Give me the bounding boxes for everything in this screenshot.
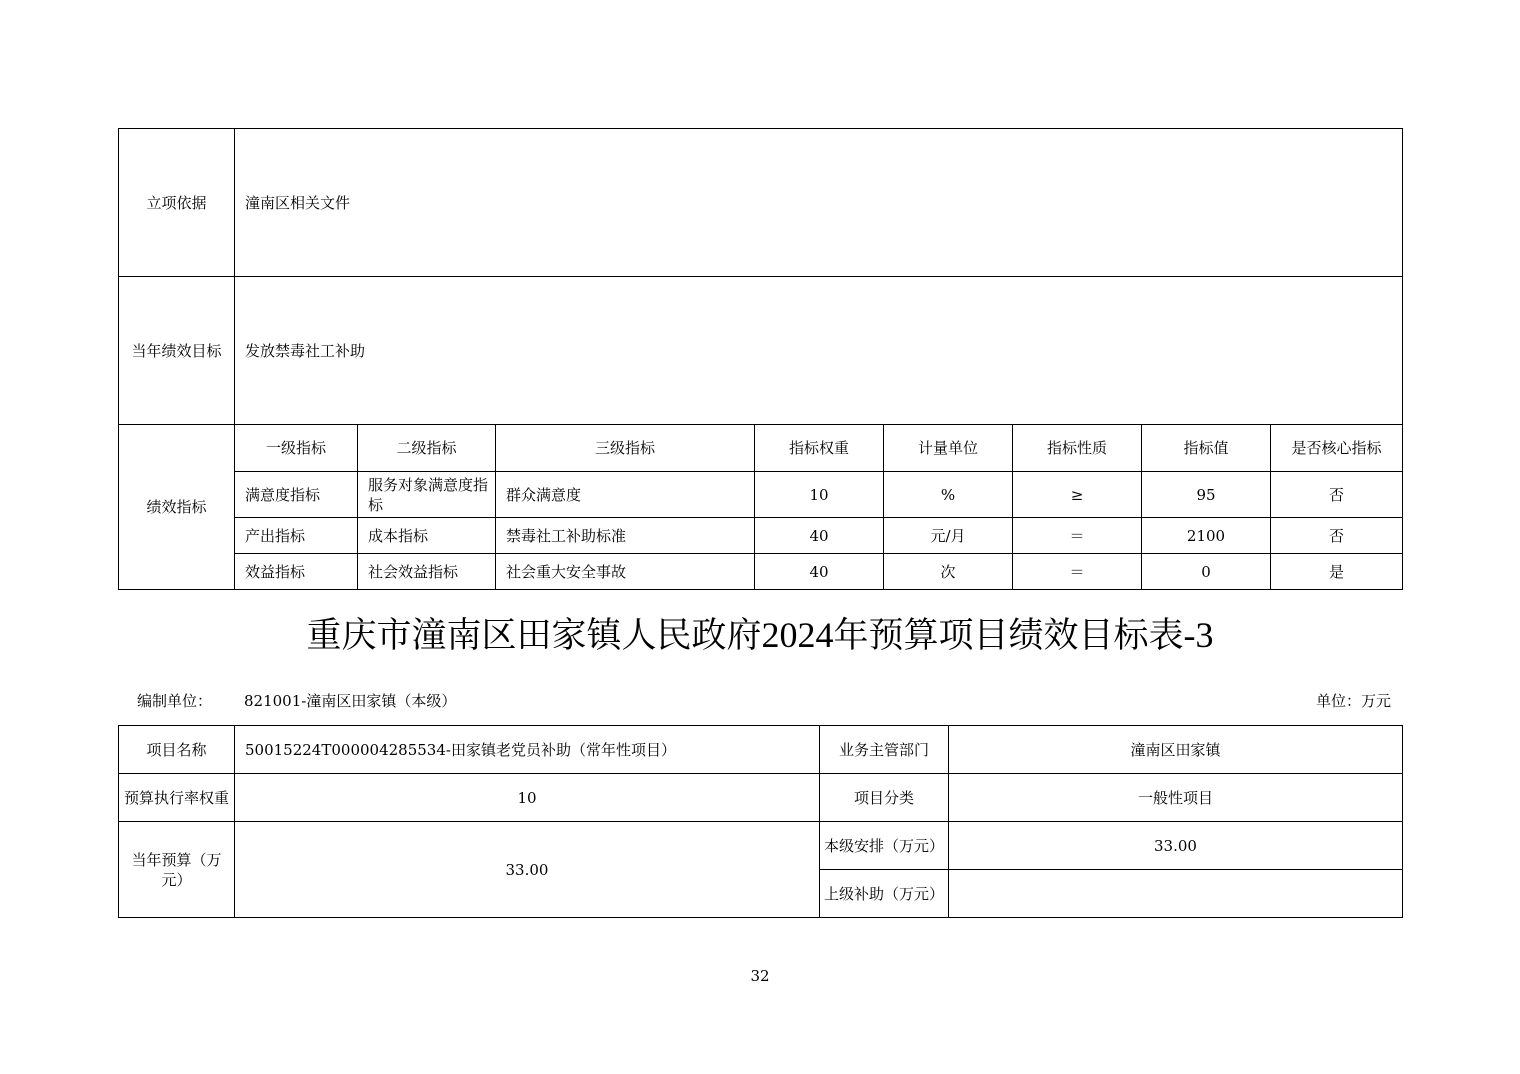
table-cell: 否 (1271, 518, 1403, 554)
title-year: 2024 (761, 615, 834, 655)
table-cell: ＝ (1013, 518, 1142, 554)
project-name-label: 项目名称 (119, 726, 235, 774)
table-cell: 2100 (1142, 518, 1271, 554)
perf-label: 绩效指标 (119, 425, 235, 590)
table-cell: 否 (1271, 472, 1403, 518)
performance-goal-table (118, 128, 1403, 590)
table-row (119, 554, 1403, 590)
table-cell: 0 (1142, 554, 1271, 590)
header-cell: 是否核心指标 (1271, 425, 1403, 472)
table-cell: 群众满意度 (496, 472, 755, 518)
table-cell: 40 (755, 518, 884, 554)
header-cell: 计量单位 (884, 425, 1013, 472)
header-cell: 二级指标 (358, 425, 496, 472)
header-cell: 指标值 (1142, 425, 1271, 472)
unit-label: 编制单位： (137, 692, 213, 710)
local-label: 本级安排（万元） (820, 822, 949, 870)
header-cell: 一级指标 (235, 425, 358, 472)
table-cell: 效益指标 (235, 554, 358, 590)
basis-value: 潼南区相关文件 (235, 129, 1403, 277)
table-cell: ＝ (1013, 554, 1142, 590)
table-cell: 95 (1142, 472, 1271, 518)
page-number: 32 (750, 967, 770, 985)
rate-label: 预算执行率权重 (119, 774, 235, 822)
header-cell: 指标性质 (1013, 425, 1142, 472)
goal-label: 当年绩效目标 (119, 277, 235, 425)
project-info-table (118, 725, 1403, 918)
table-cell: 禁毒社工补助标准 (496, 518, 755, 554)
header-cell: 指标权重 (755, 425, 884, 472)
dept-value: 潼南区田家镇 (949, 726, 1403, 774)
page-title (0, 610, 1520, 661)
table-cell: ≥ (1013, 472, 1142, 518)
title-suffix: -3 (1183, 615, 1214, 655)
budget-value: 33.00 (235, 822, 820, 918)
table-cell: 40 (755, 554, 884, 590)
upper-value (949, 870, 1403, 918)
table-cell: 服务对象满意度指标 (358, 472, 496, 518)
budget-label: 当年预算（万元） (119, 822, 235, 918)
category-value: 一般性项目 (949, 774, 1403, 822)
table-cell: 是 (1271, 554, 1403, 590)
table-cell: 元/月 (884, 518, 1013, 554)
table-cell: 满意度指标 (235, 472, 358, 518)
category-label: 项目分类 (820, 774, 949, 822)
header-cell: 三级指标 (496, 425, 755, 472)
currency-unit: 单位：万元 (1315, 692, 1391, 710)
dept-label: 业务主管部门 (820, 726, 949, 774)
table-cell: 产出指标 (235, 518, 358, 554)
table-cell: 社会重大安全事故 (496, 554, 755, 590)
title-part1: 重庆市潼南区田家镇人民政府 (306, 616, 762, 656)
table-cell: 成本指标 (358, 518, 496, 554)
local-value: 33.00 (949, 822, 1403, 870)
table-cell: 社会效益指标 (358, 554, 496, 590)
table-row (119, 518, 1403, 554)
basis-label: 立项依据 (119, 129, 235, 277)
goal-value: 发放禁毒社工补助 (235, 277, 1403, 425)
table-cell: 次 (884, 554, 1013, 590)
table-cell: 10 (755, 472, 884, 518)
table-row (119, 472, 1403, 518)
title-part2: 年预算项目绩效目标表 (833, 616, 1184, 656)
project-name-value: 50015224T000004285534-田家镇老党员补助（常年性项目） (235, 726, 820, 774)
unit-value: 821001-潼南区田家镇（本级） (244, 692, 457, 710)
upper-label: 上级补助（万元） (820, 870, 949, 918)
table-cell: % (884, 472, 1013, 518)
rate-value: 10 (235, 774, 820, 822)
